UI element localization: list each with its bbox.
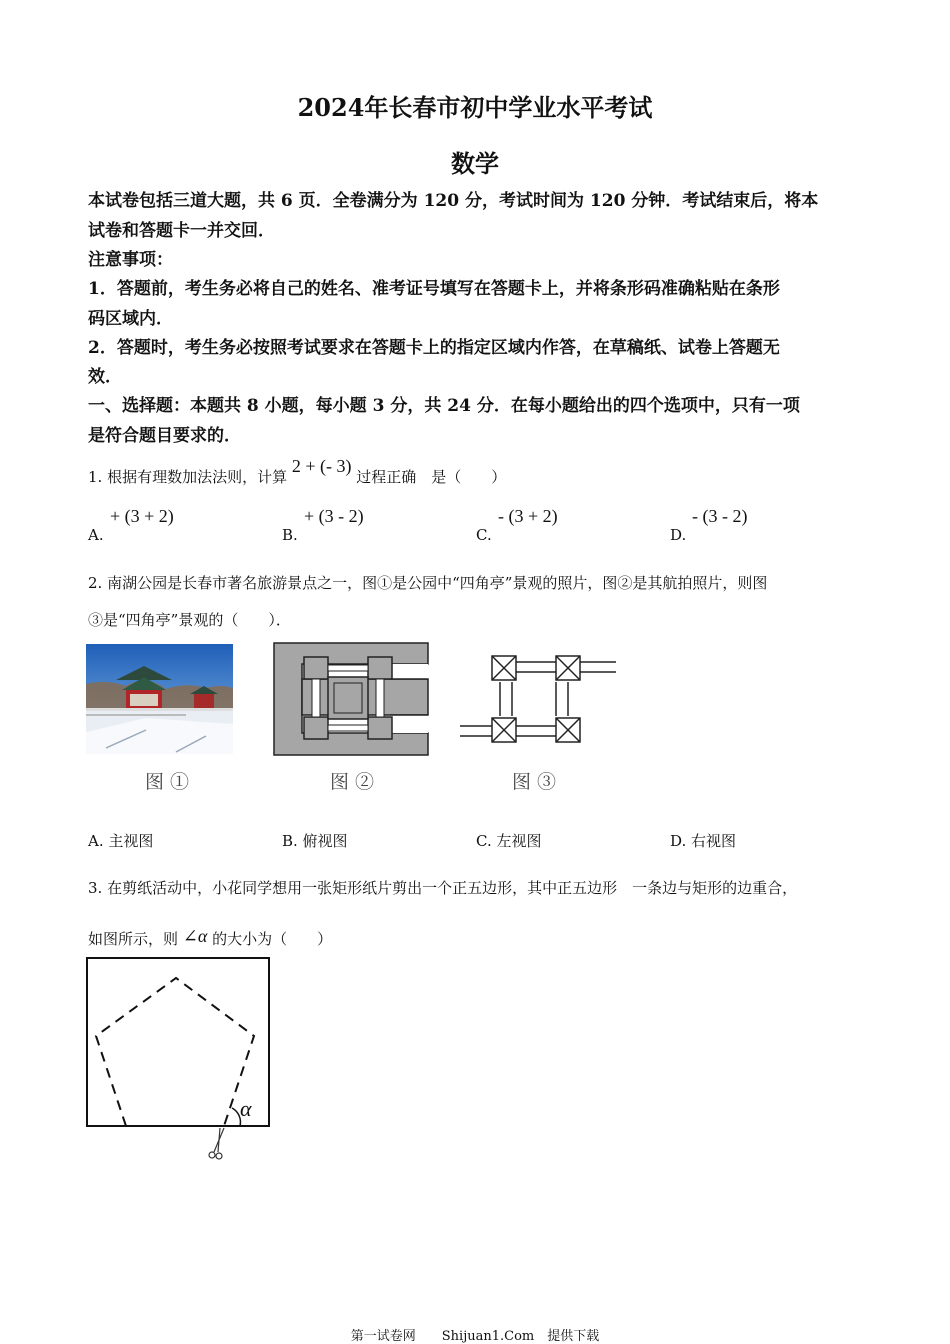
q2-option-d[interactable]: D. 右视图 [670,832,737,850]
q3-stem-line-1: 3. 在剪纸活动中，小花同学想用一张矩形纸片剪出一个正五边形，其中正五边形 一条边与矩形的边重合， [88,879,798,897]
q1-prefix: 1. 根据有理数加法法则，计算 [88,468,288,486]
footer-text: 第一试卷网 Shijuan1.Com 提供下载 [350,1329,600,1344]
figure-2-caption: 图 ② [330,771,375,793]
q1-option-d-expr: - (3 - 2) [692,506,748,526]
section-1-line-2: 是符合题目要求的． [88,426,241,446]
q3-stem-line-2 [88,926,332,951]
q1-option-a-expr: + (3 + 2) [110,506,174,526]
q2-option-a[interactable]: A. 主视图 [88,832,154,850]
q2-stem-line-2: ③是“四角亭”景观的（ ）． [88,611,291,629]
q3-line-2-suffix: 的大小为（ ） [212,930,333,948]
q3-pentagon-figure [86,956,272,1166]
q1-stem [88,456,507,489]
section-1-line-1: 一、选择题：本题共 8 小题，每小题 3 分，共 24 分．在每小题给出的四个选项中，只有一项 [88,396,800,416]
intro-line-2: 试卷和答题卡一并交回． [88,221,275,241]
q1-option-c-label: C. [476,526,492,544]
q1-option-a-label: A. [88,526,104,544]
alpha-label: α [240,1096,252,1121]
q1-option-b[interactable] [282,506,462,546]
q1-option-a[interactable] [88,506,268,546]
figure-1-caption: 图 ① [145,771,190,793]
q1-option-c[interactable] [476,506,656,546]
note-1-line-1: 1．答题前，考生务必将自己的姓名、准考证号填写在答题卡上，并将条形码准确粘贴在条形 [88,279,780,299]
q2-option-c[interactable]: C. 左视图 [476,832,542,850]
q1-suffix: 过程正确 是（ ） [356,468,507,486]
note-1-line-2: 码区域内． [88,309,173,329]
figure-3-view [460,652,618,746]
q3-line-2-prefix: 如图所示，则 [88,930,179,948]
q1-option-d-label: D. [670,526,687,544]
intro-line-1: 本试卷包括三道大题，共 6 页．全卷满分为 120 分，考试时间为 120 分钟．考试结束后，将本 [88,191,819,211]
q1-option-c-expr: - (3 + 2) [498,506,558,526]
q2-option-b[interactable]: B. 俯视图 [282,832,348,850]
notes-title: 注意事项： [88,250,173,270]
exam-title: 2024年长春市初中学业水平考试 [297,93,653,122]
figure-3-caption: 图 ③ [512,771,557,793]
figure-1-photo [86,644,233,754]
q1-option-d[interactable] [670,506,850,546]
note-2-line-1: 2．答题时，考生务必按照考试要求在答题卡上的指定区域内作答，在草稿纸、试卷上答题无 [88,338,780,358]
q1-expression: 2 + (- 3) [291,456,352,476]
q2-stem-line-1: 2. 南湖公园是长春市著名旅游景点之一，图①是公园中“四角亭”景观的照片，图②是其航拍照片，则图 [88,574,768,592]
q1-option-b-expr: + (3 - 2) [304,506,364,526]
figure-2-aerial [272,641,430,757]
subject-title: 数学 [451,149,499,178]
q3-angle: ∠α [182,926,208,946]
note-2-line-2: 效． [88,367,122,387]
q1-option-b-label: B. [282,526,298,544]
